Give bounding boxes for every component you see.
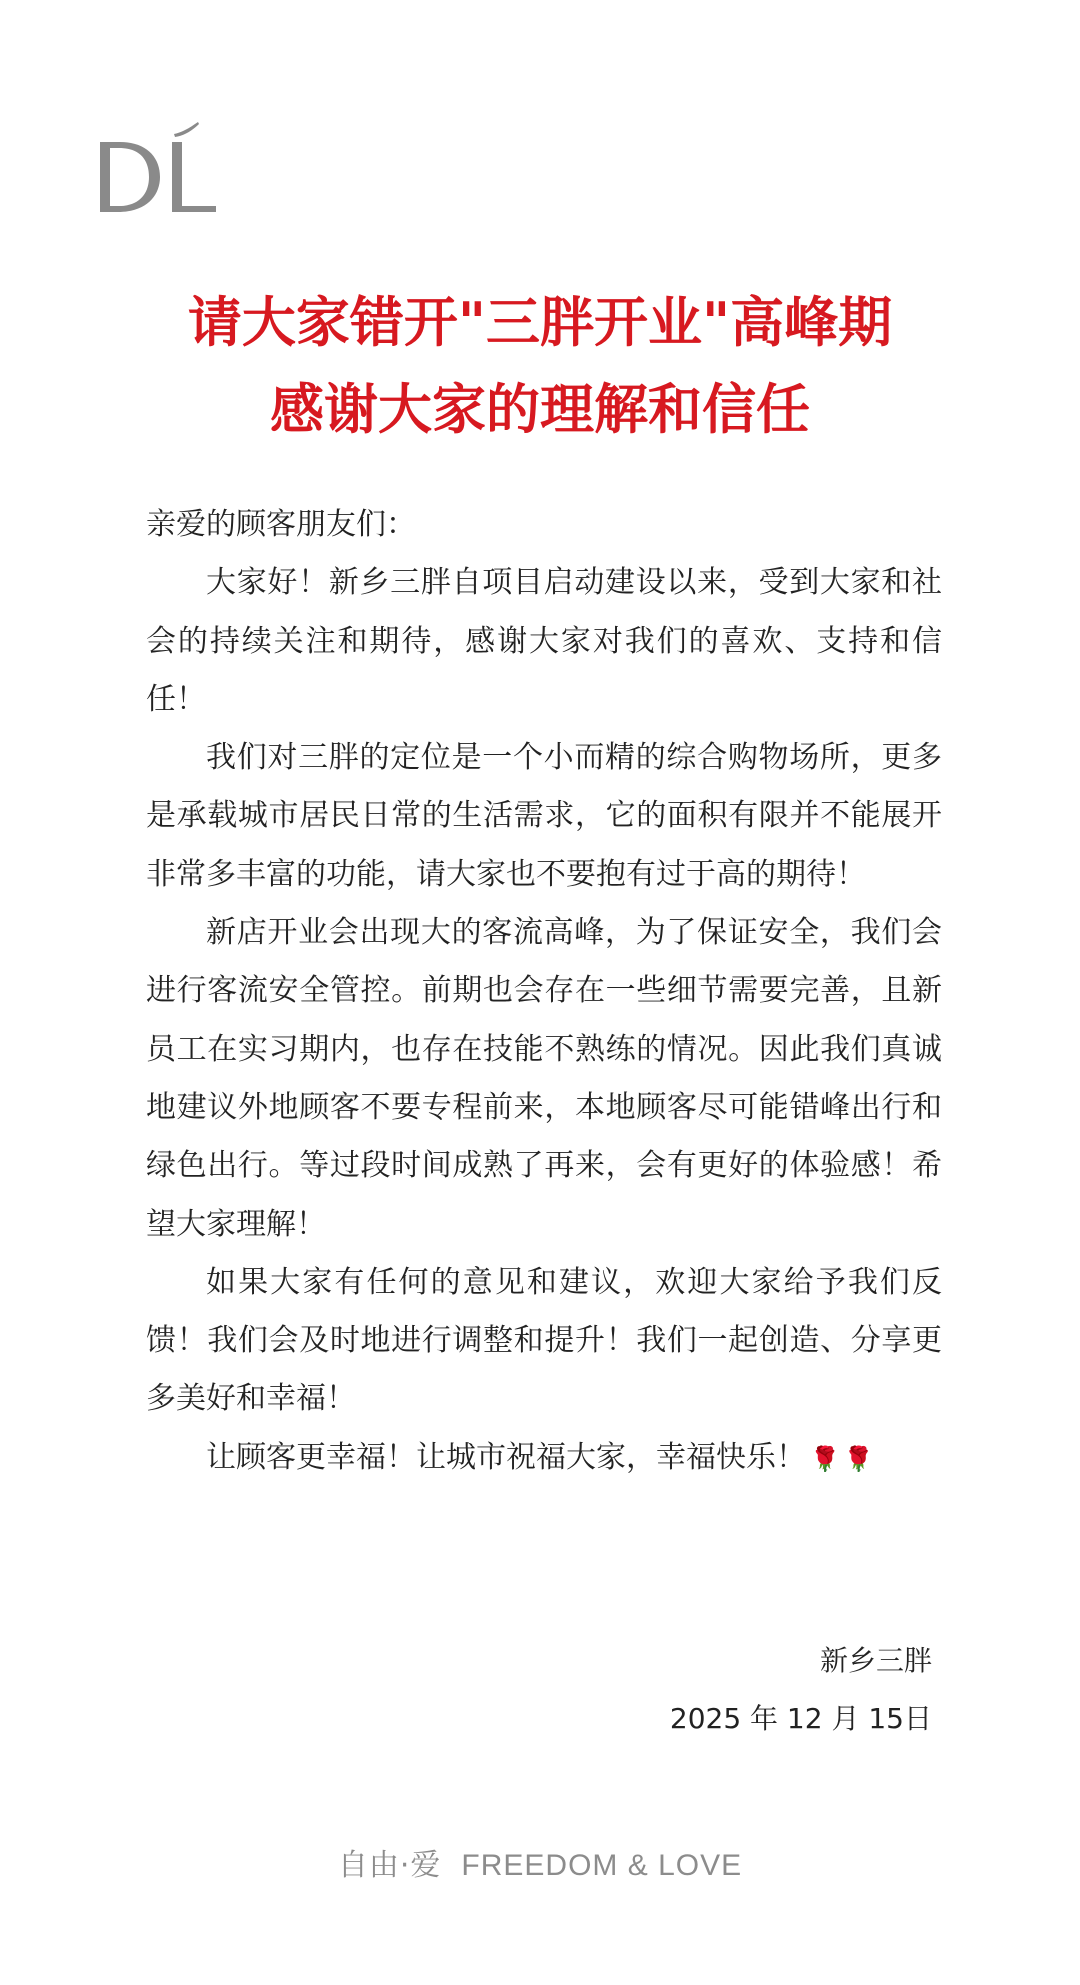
rose-icon: 🌹🌹 [810,1444,878,1473]
footer-slogan-english: FREEDOM & LOVE [461,1849,743,1882]
dl-logo-icon [98,122,223,222]
footer-slogan-chinese: 自由·爱 [337,1848,442,1883]
signature-block [670,1632,932,1748]
paragraph-1: 大家好！新乡三胖自项目启动建设以来，受到大家和社会的持续关注和期待，感谢大家对我们的喜欢、支持和信任！ [146,565,942,717]
paragraph-4: 如果大家有任何的意见和建议，欢迎大家给予我们反馈！我们会及时地进行调整和提升！我们一起创造、分享更多美好和幸福！ [146,1264,942,1417]
closing-line: 让顾客更幸福！让城市祝福大家，幸福快乐！ [206,1439,806,1475]
page-title-line-1: 请大家错开"三胖开业"高峰期 [187,291,893,354]
signature-date: 2025 年 12 月 15日 [669,1702,932,1735]
paragraph-2: 我们对三胖的定位是一个小而精的综合购物场所，更多是承载城市居民日常的生活需求，它的面积有限并不能展开非常多丰富的功能，请大家也不要抱有过于高的期待！ [146,740,942,892]
salutation: 亲爱的顾客朋友们： [146,507,416,542]
letter-body [146,496,942,1488]
paragraph-5 [146,1429,942,1488]
signature-name: 新乡三胖 [819,1644,932,1677]
page-title-line-2: 感谢大家的理解和信任 [270,378,810,441]
paragraph-3: 新店开业会出现大的客流高峰，为了保证安全，我们会进行客流安全管控。前期也会存在一些细节需要完善，且新员工在实习期内，也存在技能不熟练的情况。因此我们真诚地建议外地顾客不要专程前来，本地顾客尽可能错峰出行和绿色出行。等过段时间成熟了再来，会有更好的体验感！希望大家理解！ [146,915,942,1242]
footer-slogan [0,1840,1080,1884]
